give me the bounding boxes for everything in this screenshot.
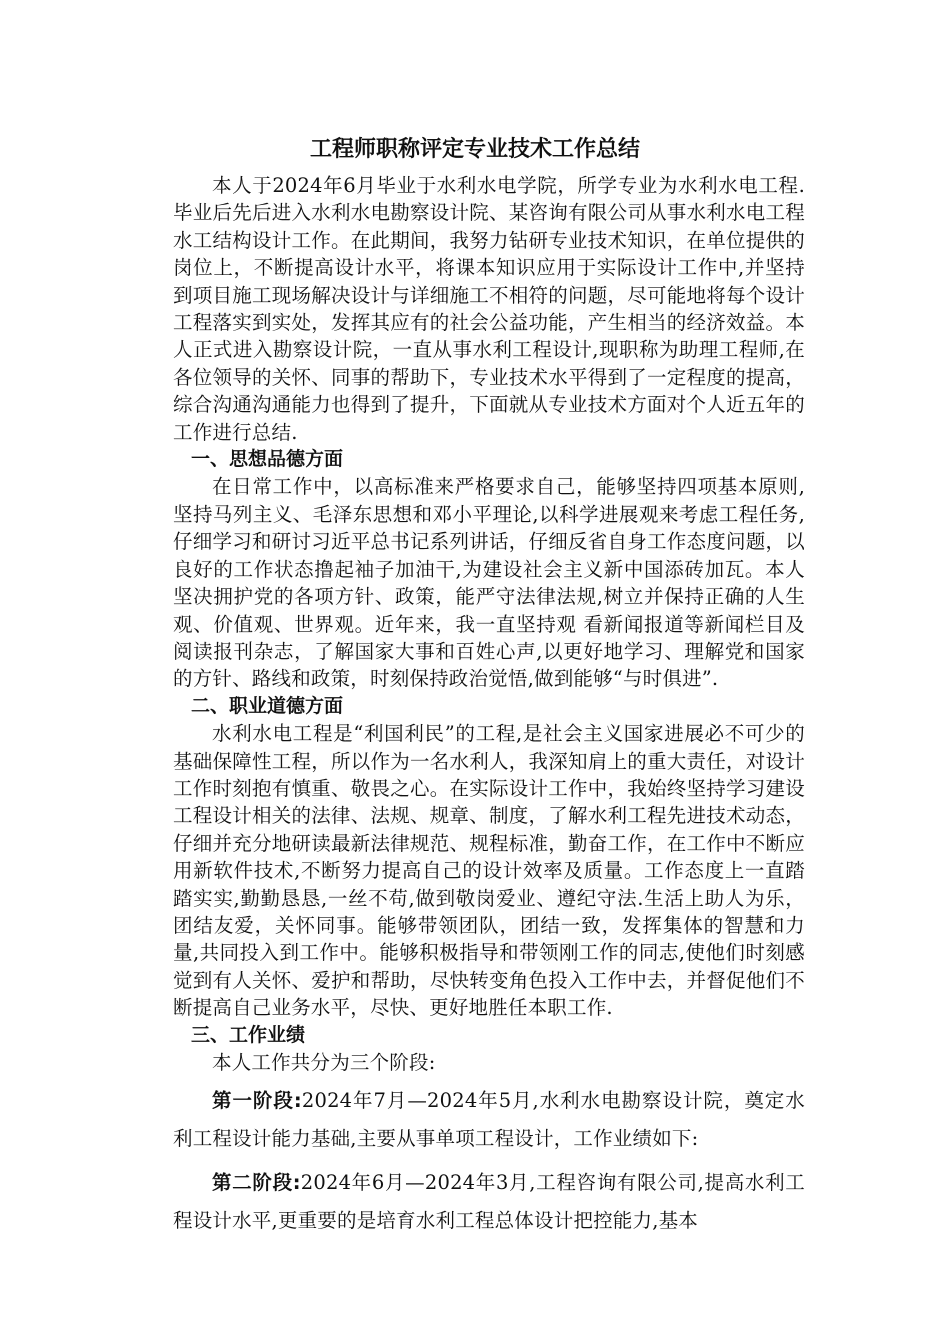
stage-one-paragraph	[173, 1082, 805, 1158]
section-heading-professional: 二、职业道德方面	[191, 694, 344, 717]
stage-two-text: 2024年6月—2024年3月,工程咨询有限公司,提高水利工程设计水平,更重要的是培育水利工程总体设计把控能力,基本	[173, 1171, 805, 1233]
section-paragraph-professional: 水利水电工程是“利国利民”的工程,是社会主义国家进展必不可少的基础保障性工程，所以作为一名水利人，我深知肩上的重大责任，对设计工作时刻抱有慎重、敬畏之心。在实际设计工作中，我始终坚持学习建设工程设计相关的法律、法规、规章、制度，了解水利工程先进技术动态，仔细并充分地研读最新法律规范、规程标准，勤奋工作，在工作中不断应用新软件技术,不断努力提高自己的设计效率及质量。工作态度上一直踏踏实实,勤勤恳恳,一丝不苟,做到敬岗爱业、遵纪守法.生活上助人为乐，团结友爱，关怀同事。能够带领团队，团结一致，发挥集体的智慧和力量,共同投入到工作中。能够积极指导和带领刚工作的同志,使他们时刻感觉到有人关怀、爱护和帮助，尽快转变角色投入工作中去，并督促他们不断提高自己业务水平，尽快、更好地胜任本职工作.	[173, 722, 805, 1020]
stage-two-label: 第二阶段:	[212, 1171, 301, 1195]
document-title: 工程师职称评定专业技术工作总结	[309, 137, 640, 162]
stage-one-label: 第一阶段:	[212, 1089, 302, 1113]
section-heading-performance: 三、工作业绩	[191, 1023, 306, 1046]
stage-two-paragraph	[173, 1164, 805, 1240]
document-body	[173, 172, 805, 1240]
section-heading-ethics: 一、思想品德方面	[191, 448, 344, 471]
section-paragraph-ethics: 在日常工作中，以高标准来严格要求自己，能够坚持四项基本原则,坚持马列主义、毛泽东思想和邓小平理论,以科学进展观来考虑工程任务,仔细学习和研讨习近平总书记系列讲话，仔细反省自身工作态度问题，以良好的工作状态撸起袖子加油干,为建设社会主义新中国添砖加瓦。本人坚决拥护党的各项方针、政策，能严守法律法规,树立并保持正确的人生观、价值观、世界观。近年来，我一直坚持观 看新闻报道等新闻栏目及阅读报刊杂志，了解国家大事和百姓心声,以更好地学习、理解党和国家的方针、路线和政策，时刻保持政治觉悟,做到能够“与时俱进”.	[173, 475, 805, 691]
stage-one-text: 2024年7月—2024年5月,水利水电勘察设计院，奠定水利工程设计能力基础,主要从事单项工程设计，工作业绩如下:	[173, 1089, 805, 1151]
performance-intro: 本人工作共分为三个阶段:	[212, 1051, 436, 1074]
intro-paragraph: 本人于2024年6月毕业于水利水电学院，所学专业为水利水电工程.毕业后先后进入水利水电勘察设计院、某咨询有限公司从事水利水电工程水工结构设计工作。在此期间，我努力钻研专业技术知识，在单位提供的岗位上，不断提高设计水平，将课本知识应用于实际设计工作中,并坚持到项目施工现场解决设计与详细施工不相符的问题，尽可能地将每个设计工程落实到实处，发挥其应有的社会公益功能，产生相当的经济效益。本人正式进入勘察设计院，一直从事水利工程设计,现职称为助理工程师,在各位领导的关怀、同事的帮助下，专业技术水平得到了一定程度的提高，综合沟通沟通能力也得到了提升，下面就从专业技术方面对个人近五年的工作进行总结.	[173, 174, 805, 444]
